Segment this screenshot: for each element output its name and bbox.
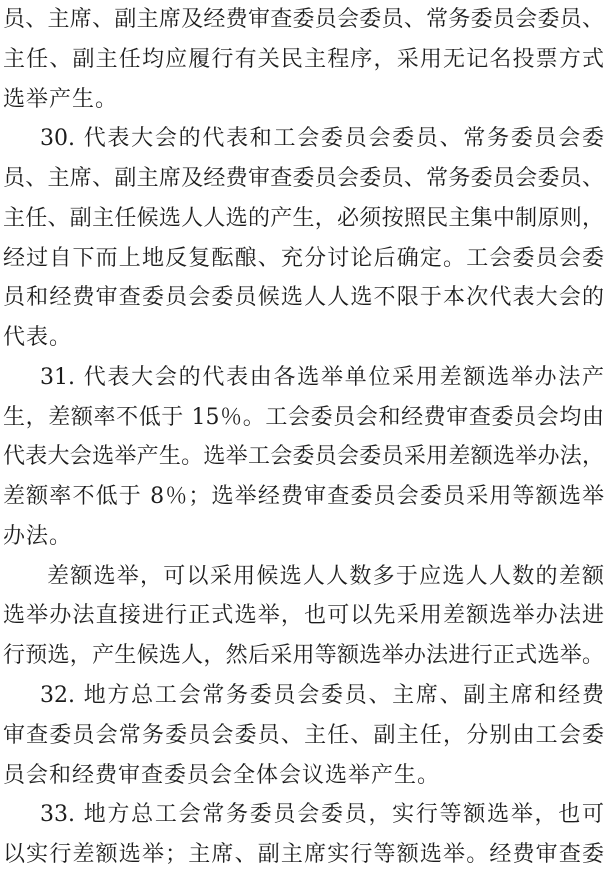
paragraph-item-31 — [3, 358, 604, 557]
paragraph-item-33 — [3, 795, 604, 875]
text-line: 生，差额率不低于 15％。工会委员会和经费审查委员会均由 — [3, 404, 604, 430]
text-line: 员、主席、副主席及经费审查委员会委员、常务委员会委员、 — [3, 7, 604, 32]
text-line: 主任、副主任均应履行有关民主程序，采用无记名投票方式 — [3, 46, 604, 72]
text-line: 审查委员会常务委员会委员、主任、副主任，分别由工会委 — [3, 722, 604, 748]
paragraph-item-32 — [3, 676, 604, 795]
paragraph-continuation — [3, 0, 604, 119]
text-line: 员和经费审查委员会委员候选人人选不限于本次代表大会的 — [3, 285, 604, 311]
text-line: 经过自下而上地反复酝酿、充分讨论后确定。工会委员会委 — [3, 245, 604, 271]
text-line: 代表。 — [3, 325, 73, 351]
text-line: 主任、副主任候选人人选的产生，必须按照民主集中制原则， — [3, 205, 604, 231]
text-line: 以实行差额选举；主席、副主席实行等额选举。经费审查委 — [3, 842, 604, 868]
text-line: 代表大会选举产生。选举工会委员会委员采用差额选举办法， — [3, 444, 604, 470]
text-line: 选举办法直接进行正式选举，也可以先采用差额选举办法进 — [3, 603, 604, 629]
paragraph-item-30 — [3, 119, 604, 358]
text-line: 33. 地方总工会常务委员会委员，实行等额选举，也可 — [40, 802, 604, 828]
text-line: 行预选，产生候选人，然后采用等额选举办法进行正式选举。 — [3, 643, 604, 669]
text-line: 员会和经费审查委员会全体会议选举产生。 — [3, 762, 441, 788]
paragraph-indented — [3, 557, 604, 676]
text-line: 员、主席、副主席及经费审查委员会委员、常务委员会委员、 — [3, 166, 604, 192]
text-line: 31. 代表大会的代表由各选举单位采用差额选举办法产 — [40, 364, 604, 390]
text-line: 办法。 — [3, 523, 73, 549]
text-line: 30. 代表大会的代表和工会委员会委员、常务委员会委 — [40, 126, 604, 152]
text-line: 32. 地方总工会常务委员会委员、主席、副主席和经费 — [40, 683, 604, 709]
text-line: 差额选举，可以采用候选人人数多于应选人人数的差额 — [47, 563, 604, 589]
text-line: 选举产生。 — [3, 86, 119, 112]
text-line: 差额率不低于 8％；选举经费审查委员会委员采用等额选举 — [3, 484, 604, 510]
